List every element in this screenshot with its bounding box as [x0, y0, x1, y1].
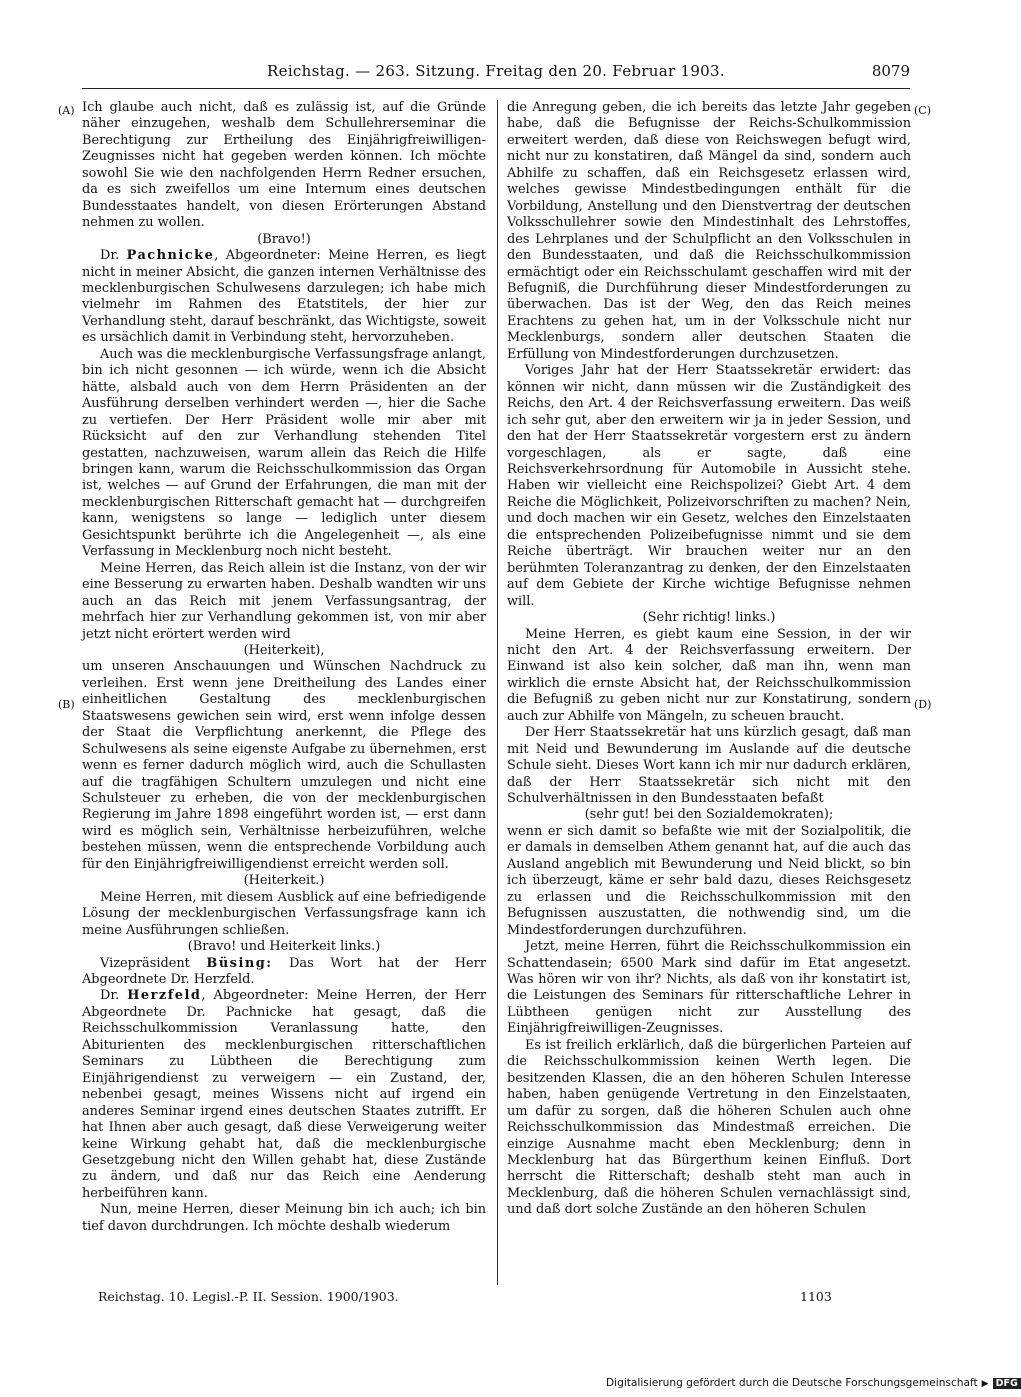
speaker-title: Dr. — [100, 988, 120, 1004]
paragraph: Meine Herren, das Reich allein ist die Instanz, von der wir eine Besserung zu erwarten haben. Deshalb wandten wir uns auch an das Reich mit jenem Verfassungsantrag, der mehrfach hier zur Verhandlung gekommen ist, von mir aber jetzt nicht erörtert werden wird — [82, 560, 486, 642]
speech-text: Das Wort hat der Herr Abgeordnete Dr. Herzfeld. — [82, 955, 486, 988]
credit-text: Digitalisierung gefördert durch die Deutsche Forschungsgemeinschaft — [606, 1377, 978, 1389]
paragraph: die Anregung geben, die ich bereits das letzte Jahr gegeben habe, daß die Befugnisse der Reichs-Schulkommission erweitert werden, daß diese von Reichswegen befugt wird, nicht nur zu konstatiren, daß Mängel da sind, sondern auch Abhilfe zu schaffen, daß ein Reichsgesetz erlassen wird, welches gewisse Mindestbedingungen enthält für die Vorbildung, Anstellung und den Dienstvertrag der deutschen Volksschullehrer sowie den Mindestinhalt des Lehrstoffes, des Lehrplanes und der Schulpflicht an den Volksschulen in den Bundesstaaten, und daß die Reichsschulkommission ermächtigt oder ein Reichsschulamt geschaffen wird mit der Befugniß, die Durchführung dieser Mindestforderungen zu überwachen. Das ist der Weg, den das Reich meines Erachtens zu gehen hat, um in der Volksschule nicht nur Mecklenburgs, sondern aller deutschen Staaten die Erfüllung von Mindestforderungen durchzusetzen. — [507, 100, 911, 362]
paragraph: Meine Herren, mit diesem Ausblick auf eine befriedigende Lösung der mecklenburgischen Verfassungsfrage kann ich meine Ausführungen schließen. — [82, 889, 486, 938]
speech-text: , Abgeordneter: Meine Herren, es liegt nicht in meiner Absicht, die ganzen internen Verhältnisse des mecklenburgischen Schulwesens darzulegen; ich habe mich vielmehr im Rahmen des Etatstitels, der hier zur Verhandlung steht, darauf beschränkt, das Wichtigste, soweit es ursächlich damit in Verbindung steht, hervorzuheben. — [82, 248, 486, 346]
header-rule — [82, 88, 910, 89]
speaker-name: Büsing: — [206, 955, 273, 971]
left-column — [82, 100, 486, 1235]
margin-label-c: (C) — [914, 104, 931, 117]
interjection: (Sehr richtig! links.) — [642, 610, 776, 626]
footer-session: Reichstag. 10. Legisl.-P. II. Session. 1900/1903. — [98, 1289, 399, 1304]
interjection: (Bravo! und Heiterkeit links.) — [187, 939, 381, 955]
speech-buesing — [82, 956, 486, 989]
paragraph: Meine Herren, es giebt kaum eine Session, in der wir nicht den Art. 4 der Reichsverfassung erweitern. Der Einwand ist also kein solcher, daß man ihn, wenn man wirklich die ernste Absicht hat, der Reichsschulkommission die Befugniß zu geben nicht nur zur Konstatirung, sondern auch zur Abhilfe von Mängeln, zu scheuen braucht. — [507, 626, 911, 724]
speech-text: , Abgeordneter: Meine Herren, der Herr Abgeordnete Dr. Pachnicke hat gesagt, daß die Reichsschulkommission Veranlassung hatte, den Abiturienten des mecklenburgischen ritterschaftlichen Seminars zu Lübtheen die Berechtigung zum Einjährigendienst zu verweigern — ein Zustand, der, nebenbei gesagt, meines Wissens nicht auf irgend ein anderes Seminar irgend eines deutschen Staates zutrifft. Er hat Ihnen aber auch gesagt, daß diese Verweigerung weiter keine Wirkung gehabt hat, daß die mecklenburgische Gesetzgebung nicht den Willen gehabt hat, diese Zustände zu ändern, und daß nur das Reich eine Aenderung herbeiführen kann. — [82, 988, 486, 1201]
speaker-title: Vizepräsident — [100, 955, 190, 971]
speech-pachnicke — [82, 248, 486, 347]
page-number: 8079 — [871, 62, 910, 80]
paragraph: Voriges Jahr hat der Herr Staatssekretär erwidert: das können wir nicht, dann müssen wir die Zuständigkeit des Reichs, den Art. 4 der Reichsverfassung erweitern. Das weiß ich sehr gut, aber den erweitern wir ja in jeder Session, und den hat der Herr Staatssekretär vorgestern erst zu ändern vorgeschlagen, als er sagte, daß eine Reichsverkehrsordnung für Automobile in Aussicht stehe. Haben wir vielleicht eine Reichspolizei? Giebt Art. 4 dem Reiche die Möglichkeit, Polizeivorschriften zu machen? Nein, und doch machen wir ein Gesetz, welches den Einzelstaaten die entsprechenden Polizeibefugnisse nimmt und sie dem Reiche überträgt. Wir brauchen weiter nur an den berühmten Toleranzantrag zu denken, der den Einzelstaaten auf dem Gebiete der Kirche wichtige Befugnisse nehmen will. — [507, 363, 911, 609]
arrow-right-icon: ▶ — [981, 1379, 989, 1389]
paragraph: Auch was die mecklenburgische Verfassungsfrage anlangt, bin ich nicht gesonnen — ich würde, wenn ich die Absicht hätte, alsbald auch von dem Herrn Präsidenten an der Ausführung derselben verhindert werden —, hier die Sache zu vertiefen. Der Herr Präsident wolle mir aber mit Rücksicht auf den zur Verhandlung stehenden Titel gestatten, nachzuweisen, warum allein das Reich die Hilfe bringen kann, warum die Reichsschulkommission das Organ ist, welches — auf Grund der Erfahrungen, die man mit der mecklenburgischen Ritterschaft gemacht hat — durchgreifen kann, wenigstens so lange — lediglich unter diesem Gesichtspunkt berührte ich die Angelegenheit —, als eine Verfassung in Mecklenburg noch nicht besteht. — [82, 346, 486, 560]
paragraph: wenn er sich damit so befaßte wie mit der Sozialpolitik, die er damals in demselben Athem genannt hat, auf die auch das Ausland angeblich mit Bewunderung und Neid blickt, so bin ich überzeugt, käme er sehr bald dazu, dieses Reichsgesetz zu erlassen und die Reichsschulkommission mit den Befugnissen auszustatten, die nothwendig sind, um die Mindestforderungen durchzuführen. — [507, 823, 911, 938]
paragraph: Es ist freilich erklärlich, daß die bürgerlichen Parteien auf die Reichsschulkommission keinen Werth legen. Die besitzenden Klassen, die an den höheren Schulen Interesse haben, haben genügende Vertretung in den Einzelstaaten, um dafür zu sorgen, daß die höheren Schulen auch ohne Reichsschulkommission das Mindestmaß erreichen. Die einzige Ausnahme macht eben Mecklenburg; denn in Mecklenburg hat das Bürgerthum keinen Einfluß. Dort herrscht die Ritterschaft; deshalb steht man auch in Mecklenburg, daß die höheren Schulen vernachlässigt sind, und daß dort solche Zustände an den höheren Schulen — [507, 1037, 911, 1218]
paragraph: Jetzt, meine Herren, führt die Reichsschulkommission ein Schattendasein; 6500 Mark sind dafür im Etat angesetzt. Was hören wir von ihr? Nichts, als daß von ihr konstatirt ist, die Leistungen des Seminars für ritterschaftliche Lehrer in Lübtheen genügen nicht zur Ausstellung des Einjährigfreiwilligen-Zeugnisses. — [507, 939, 911, 1037]
margin-label-a: (A) — [58, 104, 75, 117]
header-title: Reichstag. — 263. Sitzung. Freitag den 20. Februar 1903. — [267, 62, 725, 80]
paragraph: um unseren Anschauungen und Wünschen Nachdruck zu verleihen. Erst wenn jene Dreitheilung des Landes einer einheitlichen Gestaltung des mecklenburgischen Staatswesens gewichen sein wird, erst wenn infolge dessen der Staat die Verpflichtung anerkennt, die Pflege des Schulwesens als seine eigenste Aufgabe zu übernehmen, erst wenn es ferner dadurch möglich wird, auch die Schullasten auf die tragfähigen Schultern umzulegen und nicht eine Schulsteuer zu erheben, die von der mecklenburgischen Regierung im Jahre 1898 eingeführt worden ist, — erst dann wird es möglich sein, Verhältnisse herbeizuführen, welche bestehen müssen, wenn die entsprechende Vorbildung auch für den Einjährigfreiwilligendienst erreicht werden soll. — [82, 659, 486, 872]
interjection: (Heiterkeit.) — [243, 873, 325, 889]
interjection: (sehr gut! bei den Sozialdemokraten); — [584, 807, 834, 823]
digitization-credit — [606, 1377, 1018, 1393]
speaker-name: Herzfeld — [127, 988, 202, 1004]
paragraph: Ich glaube auch nicht, daß es zulässig ist, auf die Gründe näher einzugehen, weshalb dem Schullehrerseminar die Berechtigung zur Ertheilung des Einjährigfreiwilligen-Zeugnisses nicht hat gegeben werden können. Ich möchte sowohl Sie wie den nachfolgenden Herrn Redner ersuchen, da es sich zweifellos um eine Internum eines deutschen Bundesstaates handelt, von diesen Erörterungen Abstand nehmen zu wollen. — [82, 100, 486, 231]
speaker-name: Pachnicke — [126, 248, 215, 264]
speech-herzfeld — [82, 988, 486, 1202]
paragraph: Der Herr Staatssekretär hat uns kürzlich gesagt, daß man mit Neid und Bewunderung im Auslande auf die deutsche Schule sieht. Dieses Wort kann ich mir nur dadurch erklären, daß der Herr Staatssekretär sich nicht mit den Schulverhältnissen in den Bundesstaaten befaßt — [507, 725, 911, 807]
footer-signature: 1103 — [800, 1289, 832, 1304]
margin-label-b: (B) — [58, 698, 75, 711]
interjection: (Bravo!) — [257, 231, 311, 247]
interjection: (Heiterkeit), — [243, 642, 325, 658]
right-column — [507, 100, 911, 1219]
speaker-title: Dr. — [100, 248, 120, 264]
column-divider — [497, 100, 498, 1285]
dfg-logo: DFG — [993, 1378, 1021, 1389]
page-header — [82, 62, 910, 86]
paragraph: Nun, meine Herren, dieser Meinung bin ich auch; ich bin tief davon durchdrungen. Ich möchte deshalb wiederum — [82, 1202, 486, 1234]
margin-label-d: (D) — [914, 698, 932, 711]
